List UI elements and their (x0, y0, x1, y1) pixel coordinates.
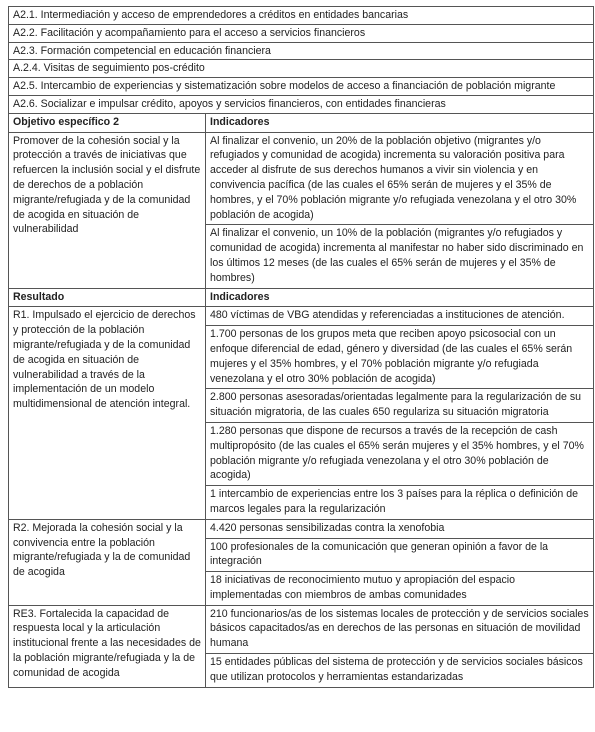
activity-a2-1: A2.1. Intermediación y acceso de emprendedores a créditos en entidades bancarias (9, 7, 594, 25)
activity-a2-6: A2.6. Socializar e impulsar crédito, apoyos y servicios financieros, con entidades financieras (9, 95, 594, 113)
result-r3-description: RE3. Fortalecida la capacidad de respuesta local y la articulación institucional frente a las necesidades de la población migrante/refugiada y la de comunidad de acogida (9, 605, 206, 687)
objective-row (9, 132, 594, 225)
result-r1-indicator: 2.800 personas asesoradas/orientadas legalmente para la regularización de su situación migratoria, de las cuales 650 regulariza su situación migratoria (206, 389, 594, 423)
document-page (8, 6, 593, 688)
objective-header: Objetivo específico 2 (9, 113, 206, 132)
activity-row (9, 60, 594, 78)
results-indicators-header: Indicadores (206, 288, 594, 307)
activity-row (9, 95, 594, 113)
objective-indicator: Al finalizar el convenio, un 10% de la población (migrantes y/o refugiados y comunidad de acogida) incrementa al manifestar no haber sido discriminado en los últimos 12 meses (de las cuales el 65% serán de mujeres y el 35% de hombres) (206, 225, 594, 288)
results-header-row (9, 288, 594, 307)
activity-row (9, 7, 594, 25)
activity-row (9, 78, 594, 96)
activity-a2-5: A2.5. Intercambio de experiencias y sistematización sobre modelos de acceso a financiación de población migrante (9, 78, 594, 96)
objective-header-row (9, 113, 594, 132)
result-r3-indicator: 15 entidades públicas del sistema de protección y de servicios sociales básicos que utilizan protocolos y herramientas estandarizadas (206, 654, 594, 688)
objective-indicator: Al finalizar el convenio, un 20% de la población objetivo (migrantes y/o refugiados y comunidad de acogida) incrementa su valoración positiva para acceder al disfrute de sus derechos humanos a vivir sin violencia y en convivencia pacífica (de las cuales el 65% serán de mujeres y el 35% de hombres, y el 70% población migrante y/o refugiada venezolana y el otro 30% población de acogida) (206, 132, 594, 225)
activity-row (9, 24, 594, 42)
result-r2-indicator: 4.420 personas sensibilizadas contra la xenofobia (206, 519, 594, 538)
activity-a2-2: A2.2. Facilitación y acompañamiento para el acceso a servicios financieros (9, 24, 594, 42)
activity-row (9, 42, 594, 60)
activity-a2-4: A.2.4. Visitas de seguimiento pos-crédito (9, 60, 594, 78)
result-r2-row (9, 519, 594, 538)
result-r1-indicator: 1 intercambio de experiencias entre los 3 países para la réplica o definición de marcos legales para la regularización (206, 486, 594, 520)
objective-description: Promover de la cohesión social y la protección a través de iniciativas que refuercen la inclusión social y el disfrute de derechos de a población migrante/refugiada y de la comunidad de acogida en situación de vulnerabilidad (9, 132, 206, 288)
result-r1-row (9, 307, 594, 326)
objective-indicators-header: Indicadores (206, 113, 594, 132)
result-r3-row (9, 605, 594, 653)
result-r1-indicator: 1.700 personas de los grupos meta que reciben apoyo psicosocial con un enfoque diferencial de edad, género y diversidad (de las cuales el 65% serán mujeres y el 35% hombres, y el 70% población migrante y/o refugiada venezolana y el otro 30% población de acogida) (206, 326, 594, 389)
result-r2-description: R2. Mejorada la cohesión social y la convivencia entre la población migrante/refugiada y la de comunidad de acogida (9, 519, 206, 605)
result-r1-indicator: 1.280 personas que dispone de recursos a través de la recepción de cash multipropósito (de las cuales el 65% serán mujeres y el 35% hombres, y el 70% población migrante y/o refugiada venezolana y el otro 30% población de acogida) (206, 422, 594, 485)
result-r2-indicator: 100 profesionales de la comunicación que generan opinión a favor de la integración (206, 538, 594, 572)
results-header: Resultado (9, 288, 206, 307)
result-r1-indicator: 480 víctimas de VBG atendidas y referenciadas a instituciones de atención. (206, 307, 594, 326)
logical-framework-table (8, 6, 594, 688)
result-r2-indicator: 18 iniciativas de reconocimiento mutuo y apropiación del espacio implementadas con miembros de ambas comunidades (206, 572, 594, 606)
activity-a2-3: A2.3. Formación competencial en educación financiera (9, 42, 594, 60)
result-r3-indicator: 210 funcionarios/as de los sistemas locales de protección y de servicios sociales básicos capacitados/as en derechos de las personas en situación de movilidad humana (206, 605, 594, 653)
result-r1-description: R1. Impulsado el ejercicio de derechos y protección de la población migrante/refugiada y de la comunidad de acogida en situación de vulnerabilidad a través de la implementación de un modelo multidimensional de atención integral. (9, 307, 206, 519)
